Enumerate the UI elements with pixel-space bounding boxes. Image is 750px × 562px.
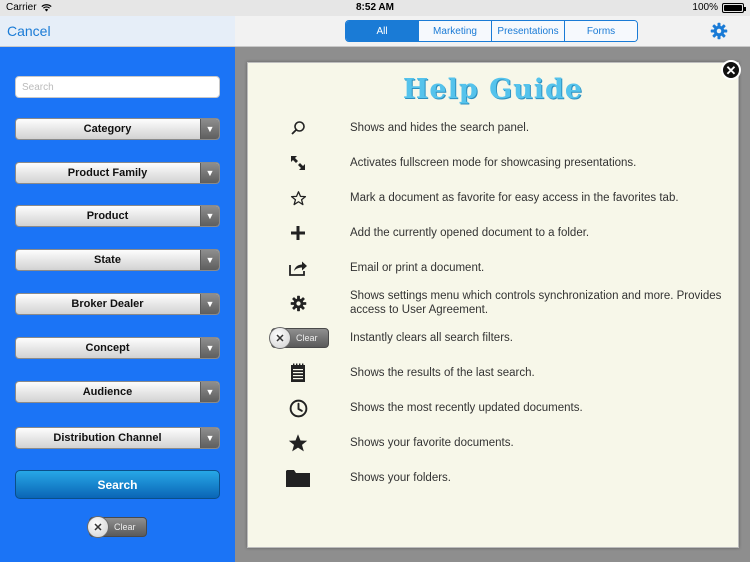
chevron-down-icon: ▼	[200, 382, 219, 402]
concept-dropdown[interactable]	[15, 337, 220, 359]
left-header	[0, 16, 235, 47]
tab-all[interactable]: All	[346, 21, 418, 41]
help-item	[248, 183, 740, 213]
help-text: Add the currently opened document to a folder.	[350, 227, 590, 239]
battery-indicator	[692, 2, 744, 13]
tab-marketing[interactable]: Marketing	[418, 21, 491, 41]
star-outline-icon	[278, 183, 318, 213]
clear-toggle-icon	[271, 328, 329, 348]
content-area	[235, 47, 750, 562]
chevron-down-icon: ▼	[200, 428, 219, 448]
chevron-down-icon: ▼	[200, 338, 219, 358]
tab-presentations[interactable]: Presentations	[491, 21, 564, 41]
clear-label: Clear	[114, 522, 136, 532]
dropdown-label: Broker Dealer	[71, 298, 144, 310]
help-text: Email or print a document.	[350, 262, 485, 274]
dropdown-label: Product Family	[67, 167, 148, 179]
help-text: Shows the most recently updated documents.	[350, 402, 583, 414]
help-text: Shows the results of the last search.	[350, 367, 535, 379]
notepad-icon	[278, 358, 318, 388]
help-item	[248, 323, 740, 353]
chevron-down-icon: ▼	[200, 294, 219, 314]
product-dropdown[interactable]	[15, 205, 220, 227]
search-sidebar	[0, 47, 235, 562]
help-text: Instantly clears all search filters.	[350, 332, 513, 344]
star-filled-icon	[278, 428, 318, 458]
clear-label: Clear	[296, 333, 318, 343]
fullscreen-icon	[278, 148, 318, 178]
help-item	[248, 148, 740, 178]
tab-forms[interactable]: Forms	[564, 21, 637, 41]
help-text: Activates fullscreen mode for showcasing presentations.	[350, 157, 637, 169]
help-item	[248, 358, 740, 388]
gear-icon	[278, 288, 318, 318]
folder-icon	[278, 463, 318, 493]
battery-percent: 100%	[692, 2, 718, 13]
dropdown-label: Concept	[85, 342, 130, 354]
clear-filters-button[interactable]	[89, 517, 147, 537]
chevron-down-icon: ▼	[200, 119, 219, 139]
help-item	[248, 218, 740, 248]
search-input[interactable]	[15, 76, 220, 98]
help-text: Shows settings menu which controls synchronization and more. Provides access to User Agreement.	[350, 290, 722, 316]
help-item	[248, 113, 740, 143]
help-item	[248, 288, 740, 318]
cancel-button[interactable]: Cancel	[7, 23, 51, 39]
help-text: Shows your folders.	[350, 472, 451, 484]
help-text: Mark a document as favorite for easy access in the favorites tab.	[350, 192, 679, 204]
help-title: Help Guide	[402, 74, 584, 105]
status-bar	[0, 0, 750, 16]
chevron-down-icon: ▼	[200, 206, 219, 226]
help-text: Shows and hides the search panel.	[350, 122, 530, 134]
dropdown-label: Audience	[82, 386, 133, 398]
close-icon: ✕	[269, 327, 291, 349]
filter-tabs	[345, 20, 638, 42]
broker-dealer-dropdown[interactable]	[15, 293, 220, 315]
state-dropdown[interactable]	[15, 249, 220, 271]
carrier-label: Carrier	[6, 2, 37, 13]
dropdown-label: Category	[83, 123, 132, 135]
close-icon[interactable]: ✕	[721, 60, 741, 80]
status-time: 8:52 AM	[356, 2, 394, 13]
help-text: Shows your favorite documents.	[350, 437, 514, 449]
clock-icon	[278, 393, 318, 423]
search-icon	[278, 113, 318, 143]
help-item	[248, 253, 740, 283]
help-item	[248, 393, 740, 423]
dropdown-label: State	[94, 254, 121, 266]
search-button[interactable]: Search	[15, 470, 220, 499]
product-family-dropdown[interactable]	[15, 162, 220, 184]
dropdown-label: Distribution Channel	[53, 432, 162, 444]
category-dropdown[interactable]	[15, 118, 220, 140]
help-item	[248, 428, 740, 458]
gear-icon[interactable]	[710, 22, 728, 40]
help-item	[248, 463, 740, 493]
battery-icon	[722, 3, 744, 13]
plus-icon	[278, 218, 318, 248]
audience-dropdown[interactable]	[15, 381, 220, 403]
dropdown-label: Product	[86, 210, 129, 222]
chevron-down-icon: ▼	[200, 163, 219, 183]
distribution-channel-dropdown[interactable]	[15, 427, 220, 449]
help-guide-panel	[247, 62, 739, 548]
chevron-down-icon: ▼	[200, 250, 219, 270]
right-header	[235, 16, 750, 47]
close-icon: ✕	[87, 516, 109, 538]
share-icon	[278, 253, 318, 283]
